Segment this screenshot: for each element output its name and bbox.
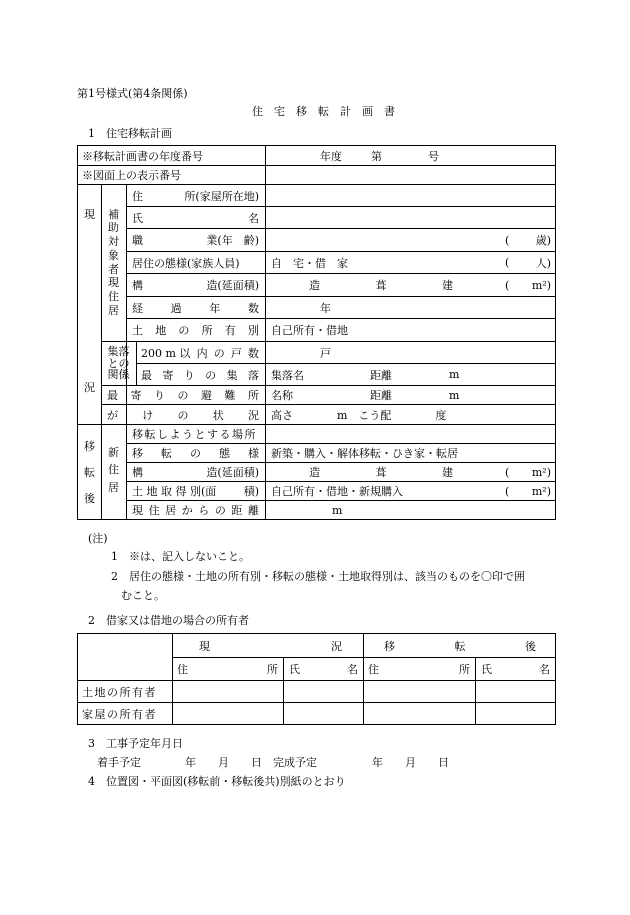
section-3-dates: 着手予定 年 月 日 完成予定 年 月 日 — [97, 756, 449, 769]
value-village-distance-label: 距離 — [370, 368, 392, 382]
value-shelter-distance-unit: m — [449, 388, 460, 402]
value-houses-count: 戸 — [320, 346, 331, 360]
value-shelter-distance-label: 距離 — [370, 389, 392, 402]
row-fiscal-number-label: ※移転計画書の年度番号 — [82, 149, 203, 163]
unit-age: ( 歳) — [505, 233, 551, 247]
value-village-name-label: 集落名 — [271, 368, 304, 382]
label-nearest-village: 最 寄 り の 集 落 — [141, 368, 259, 382]
label-houses-within-200m: 200 m 以 内 の 戸 数 — [141, 346, 259, 360]
section-4-heading: 4 位置図・平面図(移転前・移転後共)別紙のとおり — [88, 775, 346, 788]
section-3-heading: 3 工事予定年月日 — [88, 737, 183, 750]
unit-floor-area: ( m²) — [505, 278, 551, 292]
value-land-ownership: 自己所有・借地 — [271, 324, 348, 337]
unit-new-floor-area: ( m²) — [505, 465, 551, 479]
note-2-line1: 2 居住の態様・土地の所有別・移転の態様・土地取得別は、該当のものを〇印で囲 — [111, 570, 525, 583]
fiscal-year-label: 年度 — [320, 149, 342, 163]
label-years-elapsed: 経 過 年 数 — [132, 301, 259, 315]
unit-land-area: ( m²) — [505, 484, 551, 498]
value-years-elapsed: 年 — [320, 301, 331, 315]
subgroup-village-relation: 集落 との 関係 — [107, 345, 130, 382]
row-drawing-number-label: ※図面上の表示番号 — [82, 169, 181, 182]
label-relocation-type: 移 転 の 態 様 — [132, 447, 259, 460]
t2-sub-name-2: 氏 名 — [481, 663, 550, 676]
value-structure: 造 葺 建 — [309, 279, 453, 292]
value-relocation-type: 新築・購入・解体移転・ひき家・転居 — [271, 447, 458, 460]
note-1: 1 ※は、記入しないこと。 — [111, 550, 250, 563]
section-1-heading: 1 住宅移転計画 — [88, 127, 172, 140]
group-current-char1: 現 — [84, 208, 95, 221]
group-current-char2: 況 — [84, 381, 95, 394]
t2-header-after: 移 転 後 — [384, 639, 536, 653]
t2-sub-address-1: 住 所 — [177, 663, 278, 676]
value-residence-type: 自 宅・借 家 — [271, 256, 348, 270]
label-residence-type: 居住の態様(家族人員) — [132, 256, 240, 270]
form-number: 第1号様式(第4条関係) — [77, 87, 188, 100]
label-address: 住 所(家屋所在地) — [132, 189, 259, 203]
subgroup-new-residence: 新 住 居 — [108, 445, 119, 494]
t2-header-current: 現 況 — [199, 639, 342, 653]
notes-heading: (注) — [88, 532, 108, 545]
label-nearest-shelter: 最 寄 り の 避 難 所 — [107, 389, 259, 402]
t2-row-house-owner: 家屋の所有者 — [82, 707, 157, 721]
fiscal-number-suffix: 号 — [428, 149, 439, 163]
label-distance-from-current: 現 住 居 か ら の 距 離 — [132, 504, 259, 517]
label-land-acquisition: 土 地 取 得 別(面 積) — [132, 485, 259, 498]
group-after-char1: 移 — [84, 440, 95, 453]
note-2-line2: むこと。 — [121, 589, 165, 602]
label-land-ownership: 土 地 の 所 有 別 — [132, 324, 259, 337]
label-occupation-age: 職 業(年 齢) — [132, 234, 259, 247]
group-after-char3: 後 — [84, 492, 95, 505]
label-new-structure: 構 造(延面積) — [132, 466, 259, 479]
label-structure: 構 造(延面積) — [132, 279, 259, 292]
t2-sub-address-2: 住 所 — [368, 663, 470, 676]
section-2-heading: 2 借家又は借地の場合の所有者 — [88, 614, 249, 627]
value-cliff-status: 高さ m こう配 度 — [271, 408, 447, 422]
value-land-acquisition: 自己所有・借地・新規購入 — [271, 485, 403, 498]
subgroup-subsidy-residence: 補 助 対 象 者 現 住 居 — [108, 207, 119, 317]
value-shelter-name-label: 名称 — [271, 389, 293, 402]
group-after-char2: 転 — [84, 466, 95, 479]
t2-sub-name-1: 氏 名 — [289, 663, 358, 676]
t2-row-land-owner: 土地の所有者 — [82, 685, 157, 699]
page-title: 住 宅 移 転 計 画 書 — [252, 105, 395, 118]
label-cliff-status: が け の 状 況 — [107, 408, 259, 422]
value-village-distance-unit: m — [449, 368, 460, 381]
fiscal-number-prefix: 第 — [371, 149, 382, 163]
label-planned-location: 移転しようとする場所 — [132, 428, 257, 441]
label-name: 氏 名 — [132, 211, 259, 225]
value-new-structure: 造 葺 建 — [309, 466, 453, 479]
value-distance-unit: m — [332, 503, 343, 517]
unit-family-members: ( 人) — [505, 256, 551, 270]
